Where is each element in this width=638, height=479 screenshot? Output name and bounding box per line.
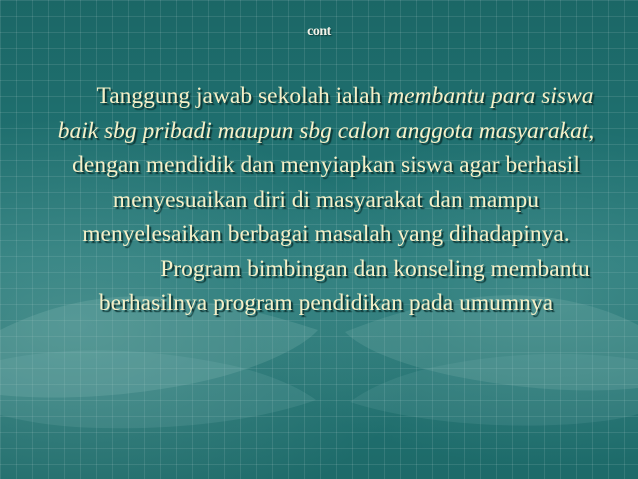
paragraph-2-text: Program bimbingan dan konseling membantu berhasilnya program pendidikan pada umumnya xyxy=(98,255,590,316)
paragraph-1-text-b: , dengan mendidik dan menyiapkan siswa agar berhasil menyesuaikan diri di masyarakat dan mampu menyelesaikan berbagai masalah yang dihadapinya. xyxy=(72,117,595,247)
slide-body xyxy=(56,79,596,321)
slide-title: cont xyxy=(307,24,331,39)
paragraph-2-indent xyxy=(62,256,160,282)
paragraph-1-text-a: Tanggung jawab sekolah ialah xyxy=(96,83,388,109)
paragraph-1-italic: membantu para siswa baik sbg pribadi maupun sbg calon anggota masyarakat xyxy=(57,83,594,144)
paragraph-1-indent xyxy=(58,83,96,109)
paragraph-1 xyxy=(56,79,596,252)
paragraph-2 xyxy=(48,252,604,321)
